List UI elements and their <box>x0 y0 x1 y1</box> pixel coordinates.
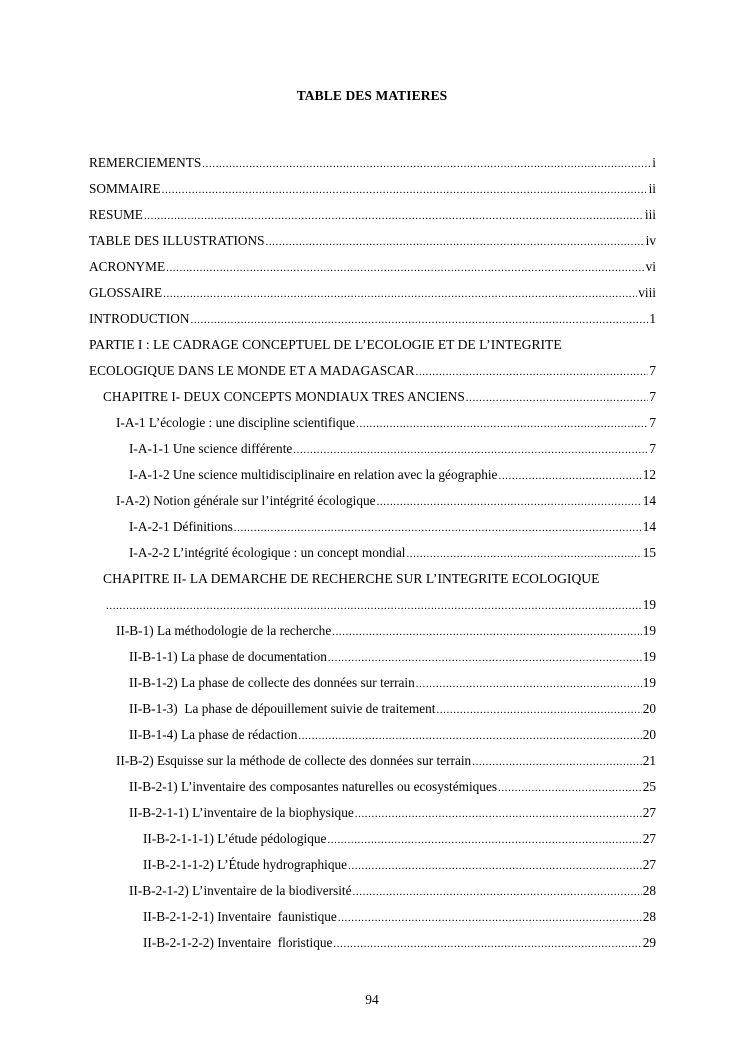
toc-entry-ii-b-2-1[interactable] <box>89 774 656 800</box>
toc-entry-page: 29 <box>642 935 656 950</box>
toc-entry-chapitre-2-line-2[interactable] <box>89 592 656 618</box>
toc-entry-label: II-B-1-2) La phase de collecte des données sur terrain <box>129 675 415 690</box>
toc-dot-leader <box>498 463 641 489</box>
toc-entry-label: II-B-1-1) La phase de documentation <box>129 649 327 664</box>
toc-entry-page: 14 <box>642 519 656 534</box>
toc-entry-page: 14 <box>642 493 656 508</box>
toc-entry-page: 27 <box>642 857 656 872</box>
page-title: TABLE DES MATIERES <box>296 88 448 103</box>
toc-dot-leader <box>144 203 644 229</box>
toc-entry-page: 19 <box>642 649 656 664</box>
toc-dot-leader <box>298 723 641 749</box>
toc-dot-leader <box>328 645 642 671</box>
toc-entry-label: ACRONYME <box>89 259 166 274</box>
toc-dot-leader <box>348 853 642 879</box>
toc-entry-ii-b-2-1-2-1[interactable] <box>89 904 656 930</box>
toc-entry-label: II-B-1) La méthodologie de la recherche <box>116 623 332 638</box>
toc-entry-i-a-1-2[interactable] <box>89 462 656 488</box>
toc-entry-label: II-B-2-1-2) L’inventaire de la biodiversité <box>129 883 352 898</box>
toc-entry-page: 7 <box>649 415 656 430</box>
toc-dot-leader <box>406 541 641 567</box>
toc-entry-label: INTRODUCTION <box>89 311 190 326</box>
toc-entry-label: II-B-2-1-1-1) L’étude pédologique <box>143 831 327 846</box>
toc-dot-leader <box>498 775 642 801</box>
toc-entry-page: 27 <box>642 831 656 846</box>
toc-entry-page: 1 <box>649 311 656 326</box>
toc-dot-leader <box>416 671 642 697</box>
toc-entry-page: 28 <box>642 909 656 924</box>
toc-entry-label: PARTIE I : LE CADRAGE CONCEPTUEL DE L’ECOLOGIE ET DE L’INTEGRITE <box>89 337 562 352</box>
toc-entry-ii-b-1[interactable] <box>89 618 656 644</box>
toc-entry-resume[interactable] <box>89 202 656 228</box>
toc-entry-label: II-B-1-3) La phase de dépouillement suivie de traitement <box>129 701 436 716</box>
toc-entry-label: II-B-2-1-1) L’inventaire de la biophysique <box>129 805 354 820</box>
toc-entry-page: 20 <box>642 701 656 716</box>
toc-entry-label: I-A-2-2 L’intégrité écologique : un concept mondial <box>129 545 406 560</box>
toc-entry-remerciements[interactable] <box>89 150 656 176</box>
toc-entry-page: 19 <box>642 597 656 612</box>
toc-dot-leader <box>163 281 637 307</box>
toc-entry-page: 7 <box>649 389 656 404</box>
toc-dot-leader <box>353 879 642 905</box>
table-of-contents <box>89 150 656 956</box>
toc-entry-page: 12 <box>642 467 656 482</box>
toc-entry-page: 27 <box>642 805 656 820</box>
toc-entry-ii-b-1-4[interactable] <box>89 722 656 748</box>
toc-entry-page: vi <box>645 259 656 274</box>
toc-entry-label: II-B-2-1) L’inventaire des composantes naturelles ou ecosystémiques <box>129 779 498 794</box>
toc-entry-page: 19 <box>642 623 656 638</box>
toc-entry-page: viii <box>638 285 656 300</box>
toc-dot-leader <box>166 255 645 281</box>
toc-entry-label: CHAPITRE II- LA DEMARCHE DE RECHERCHE SUR L’INTEGRITE ECOLOGIQUE <box>103 571 600 586</box>
toc-entry-page: 21 <box>642 753 656 768</box>
toc-entry-label: II-B-2-1-2-1) Inventaire faunistique <box>143 909 337 924</box>
toc-entry-label: II-B-1-4) La phase de rédaction <box>129 727 298 742</box>
toc-entry-page: 19 <box>642 675 656 690</box>
toc-dot-leader <box>190 307 648 333</box>
toc-entry-page: 25 <box>642 779 656 794</box>
toc-entry-i-a-2-2[interactable] <box>89 540 656 566</box>
toc-entry-label: CHAPITRE I- DEUX CONCEPTS MONDIAUX TRES ANCIENS <box>103 389 465 404</box>
toc-entry-page: ii <box>648 181 656 196</box>
toc-dot-leader <box>202 151 651 177</box>
toc-entry-page: 7 <box>649 363 656 378</box>
toc-entry-label: REMERCIEMENTS <box>89 155 202 170</box>
toc-entry-ii-b-2-1-1-1[interactable] <box>89 826 656 852</box>
toc-entry-page: 20 <box>642 727 656 742</box>
toc-entry-label: I-A-2) Notion générale sur l’intégrité écologique <box>116 493 376 508</box>
toc-dot-leader <box>472 749 641 775</box>
toc-entry-ii-b-2-1-1-2[interactable] <box>89 852 656 878</box>
toc-dot-leader <box>106 593 642 619</box>
toc-entry-i-a-2-1[interactable] <box>89 514 656 540</box>
toc-entry-partie-1-line-1[interactable] <box>89 332 656 358</box>
toc-dot-leader <box>265 229 644 255</box>
toc-entry-page: iii <box>644 207 656 222</box>
toc-dot-leader <box>356 411 648 437</box>
toc-entry-ii-b-2-1-1[interactable] <box>89 800 656 826</box>
toc-entry-label: GLOSSAIRE <box>89 285 163 300</box>
toc-entry-label: II-B-2-1-2-2) Inventaire floristique <box>143 935 333 950</box>
toc-entry-label: I-A-1 L’écologie : une discipline scientifique <box>116 415 356 430</box>
toc-dot-leader <box>436 697 641 723</box>
toc-entry-chapitre-2-line-1[interactable] <box>89 566 656 592</box>
toc-dot-leader <box>327 827 641 853</box>
toc-entry-page: iv <box>645 233 656 248</box>
toc-dot-leader <box>333 931 641 957</box>
toc-entry-page: 28 <box>642 883 656 898</box>
toc-entry-acronyme[interactable] <box>89 254 656 280</box>
toc-entry-ii-b-1-3[interactable] <box>89 696 656 722</box>
toc-entry-partie-1-line-2[interactable] <box>89 358 656 384</box>
toc-entry-ii-b-1-1[interactable] <box>89 644 656 670</box>
toc-dot-leader <box>234 515 642 541</box>
toc-dot-leader <box>162 177 648 203</box>
toc-entry-i-a-1[interactable] <box>89 410 656 436</box>
toc-dot-leader <box>355 801 642 827</box>
toc-entry-ii-b-2-1-2[interactable] <box>89 878 656 904</box>
toc-entry-i-a-2[interactable] <box>89 488 656 514</box>
toc-entry-table-des-illustrations[interactable] <box>89 228 656 254</box>
toc-entry-glossaire[interactable] <box>89 280 656 306</box>
toc-entry-page: 7 <box>649 441 656 456</box>
toc-dot-leader <box>332 619 641 645</box>
toc-entry-label: II-B-2-1-1-2) L’Étude hydrographique <box>143 857 348 872</box>
toc-entry-label: I-A-1-2 Une science multidisciplinaire en relation avec la géographie <box>129 467 498 482</box>
toc-dot-leader <box>466 385 649 411</box>
toc-entry-ii-b-1-2[interactable] <box>89 670 656 696</box>
toc-entry-label: RESUME <box>89 207 143 222</box>
toc-dot-leader <box>338 905 642 931</box>
toc-entry-introduction[interactable] <box>89 306 656 332</box>
toc-entry-label: TABLE DES ILLUSTRATIONS <box>89 233 265 248</box>
page-number: 94 <box>365 992 379 1007</box>
toc-entry-sommaire[interactable] <box>89 176 656 202</box>
toc-entry-label: SOMMAIRE <box>89 181 161 196</box>
toc-entry-i-a-1-1[interactable] <box>89 436 656 462</box>
toc-entry-page: 15 <box>642 545 656 560</box>
toc-entry-label: II-B-2) Esquisse sur la méthode de collecte des données sur terrain <box>116 753 472 768</box>
toc-dot-leader <box>377 489 642 515</box>
toc-dot-leader <box>416 359 649 385</box>
toc-entry-chapitre-1[interactable] <box>89 384 656 410</box>
toc-entry-label: I-A-1-1 Une science différente <box>129 441 293 456</box>
toc-entry-label: ECOLOGIQUE DANS LE MONDE ET A MADAGASCAR <box>89 363 415 378</box>
toc-entry-page: i <box>652 155 656 170</box>
toc-entry-ii-b-2[interactable] <box>89 748 656 774</box>
toc-entry-ii-b-2-1-2-2[interactable] <box>89 930 656 956</box>
toc-dot-leader <box>293 437 648 463</box>
toc-entry-label: I-A-2-1 Définitions <box>129 519 233 534</box>
